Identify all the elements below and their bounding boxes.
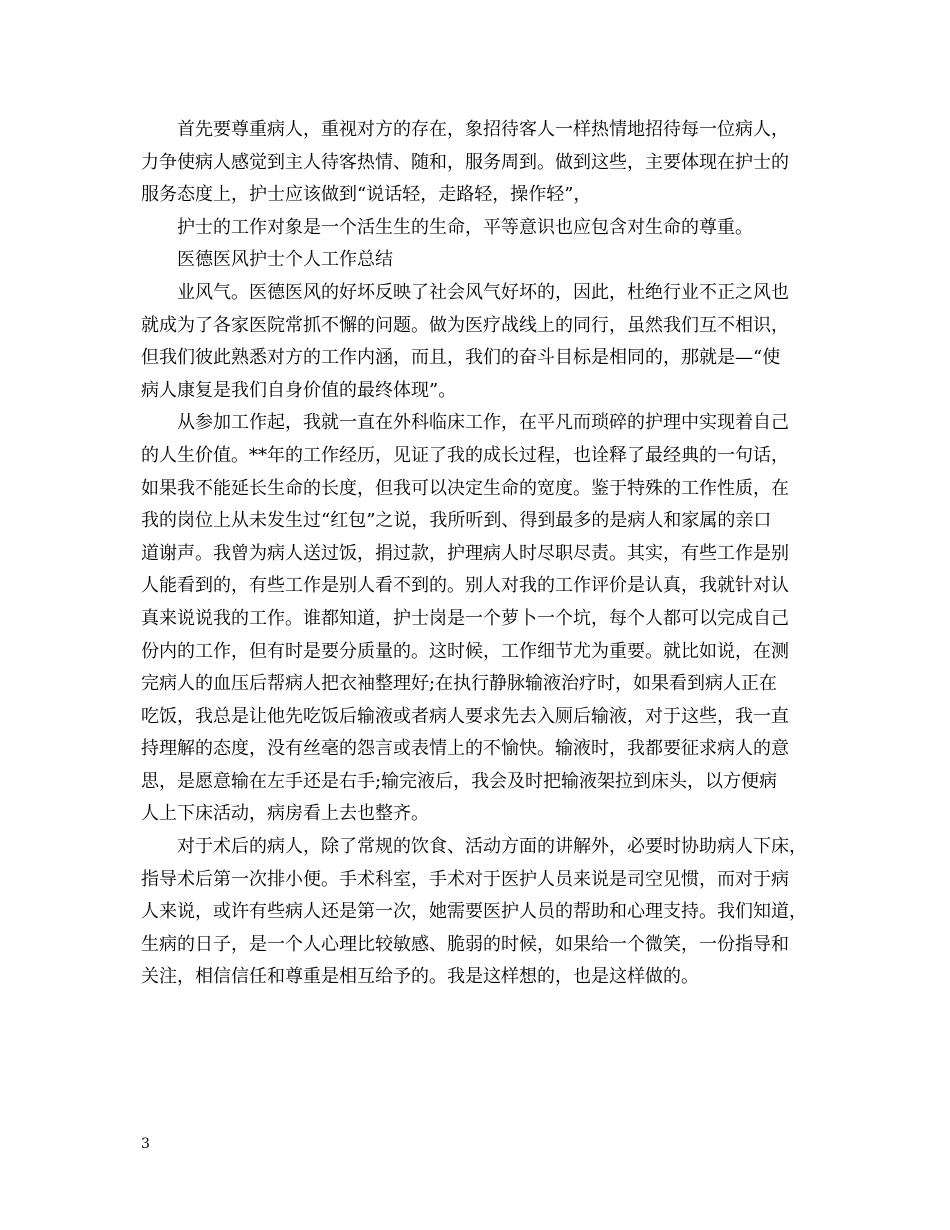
text-line: 人来说，或许有些病人还是第一次，她需要医护人员的帮助和心理支持。我们知道， (141, 901, 807, 923)
text-line: 关注，相信信任和尊重是相互给予的。我是这样想的，也是这样做的。 (141, 966, 699, 988)
document-body (141, 114, 821, 994)
paragraph-industry-ethos (141, 277, 821, 407)
text-line: 份内的工作，但有时是要分质量的。这时候，工作细节尤为重要。就比如说，在测 (141, 640, 789, 662)
paragraph-respect-patients (141, 114, 821, 212)
page-number: 3 (141, 1136, 150, 1152)
text-line: 持理解的态度，没有丝毫的怨言或表情上的不愉快。输液时，我都要征求病人的意 (141, 738, 789, 760)
text-line: 服务态度上，护士应该做到“说话轻，走路轻，操作轻”， (141, 184, 592, 206)
text-line: 道谢声。我曾为病人送过饭，捐过款，护理病人时尽职尽责。其实，有些工作是别 (141, 542, 789, 564)
text-line: 人上下床活动，病房看上去也整齐。 (141, 803, 429, 825)
text-line: 医德医风护士个人工作总结 (177, 249, 393, 271)
text-line: 护士的工作对象是一个活生生的生命，平等意识也应包含对生命的尊重。 (177, 216, 753, 238)
text-line: 的人生价值。**年的工作经历，见证了我的成长过程，也诠释了最经典的一句话， (141, 444, 789, 466)
text-line: 人能看到的，有些工作是别人看不到的。别人对我的工作评价是认真，我就针对认 (141, 575, 789, 597)
text-line: 思，是愿意输在左手还是右手;输完液后，我会及时把输液架拉到床头，以方便病 (141, 770, 778, 792)
text-line: 真来说说我的工作。谁都知道，护士岗是一个萝卜一个坑，每个人都可以完成自己 (141, 607, 789, 629)
section-title (141, 244, 821, 277)
text-line: 如果我不能延长生命的长度，但我可以决定生命的宽度。鉴于特殊的工作性质，在 (141, 477, 789, 499)
text-line: 生病的日子，是一个人心理比较敏感、脆弱的时候，如果给一个微笑，一份指导和 (141, 933, 789, 955)
text-line: 我的岗位上从未发生过“红包”之说，我所听到、得到最多的是病人和家属的亲口 (141, 510, 772, 532)
text-line: 指导术后第一次排小便。手术科室，手术对于医护人员来说是司空见惯，而对于病 (141, 868, 789, 890)
text-line: 病人康复是我们自身价值的最终体现”。 (141, 379, 457, 401)
text-line: 完病人的血压后帮病人把衣袖整理好;在执行静脉输液治疗时，如果看到病人正在 (141, 673, 778, 695)
paragraph-work-object (141, 212, 821, 245)
text-line: 吃饭，我总是让他先吃饭后输液或者病人要求先去入厕后输液，对于这些，我一直 (141, 705, 789, 727)
paragraph-post-surgery-care (141, 831, 821, 994)
text-line: 就成为了各家医院常抓不懈的问题。做为医疗战线上的同行，虽然我们互不相识， (141, 314, 789, 336)
text-line: 首先要尊重病人，重视对方的存在，象招待客人一样热情地招待每一位病人， (177, 119, 789, 140)
text-line: 业风气。医德医风的好坏反映了社会风气好坏的，因此，杜绝行业不正之风也 (177, 281, 789, 303)
text-line: 对于术后的病人，除了常规的饮食、活动方面的讲解外，必要时协助病人下床， (177, 836, 807, 858)
paragraph-work-experience (141, 407, 821, 831)
text-line: 力争使病人感觉到主人待客热情、随和，服务周到。做到这些，主要体现在护士的 (141, 151, 789, 173)
text-line: 但我们彼此熟悉对方的工作内涵，而且，我们的奋斗目标是相同的，那就是—“使 (141, 347, 781, 369)
text-line: 从参加工作起，我就一直在外科临床工作，在平凡而琐碎的护理中实现着自己 (177, 412, 789, 434)
